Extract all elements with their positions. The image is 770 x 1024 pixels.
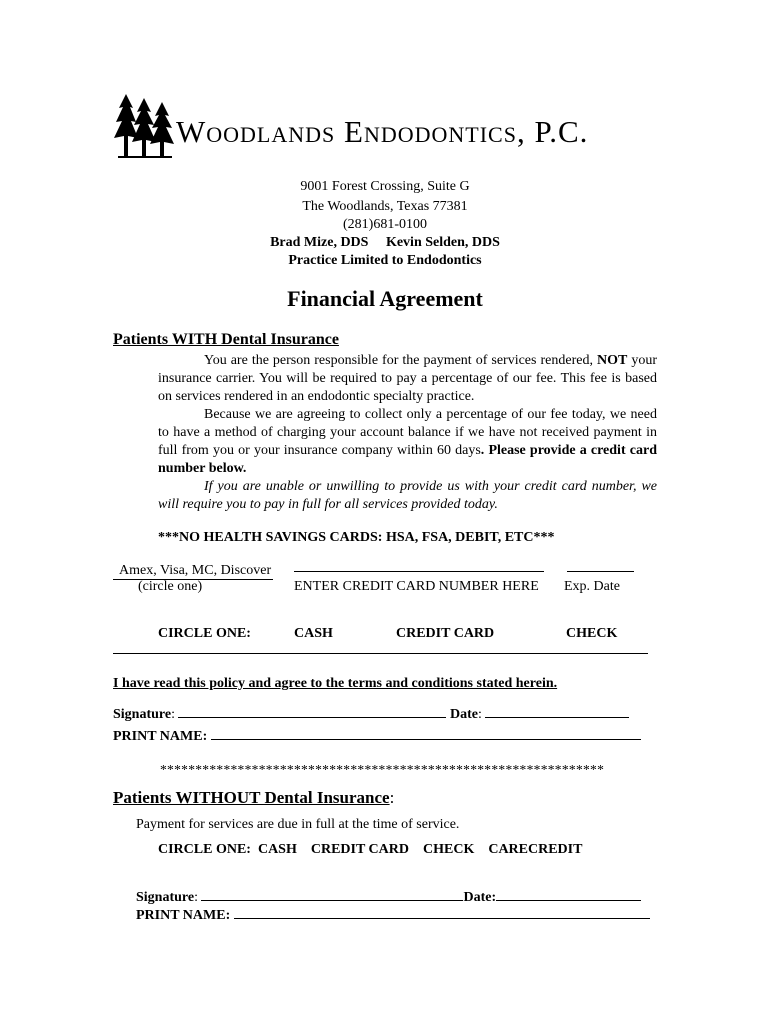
print-name-field[interactable] [211, 739, 641, 740]
doctors: Brad Mize, DDS Kevin Selden, DDS [270, 235, 500, 250]
with-insurance-heading: Patients WITH Dental Insurance [113, 331, 339, 348]
responsibility-paragraph: You are the person responsible for the payment of services rendered, NOT your insurance carrier. You will be required to pay a percentage of our fee. This fee is based on services rendered in an endodontic specialty practice. [158, 353, 657, 404]
without-print-name-field[interactable] [234, 918, 650, 919]
divider-line [113, 653, 648, 654]
percentage-paragraph: Because we are agreeing to collect only a percentage of our fee today, we need to have a method of charging your account balance if we have not received payment in full from you or your insurance company within 60 days. Please provide a credit card number below. [158, 407, 657, 476]
without-signature-field[interactable] [201, 900, 463, 901]
circle-one-note: (circle one) [138, 579, 203, 594]
without-signature-row: Signature: Date: [136, 890, 641, 906]
phone: (281)681-0100 [343, 217, 427, 232]
print-name-row: PRINT NAME: [113, 729, 641, 745]
without-circle-options[interactable]: CIRCLE ONE: CASH CREDIT CARD CHECK CARECREDIT [158, 842, 583, 857]
without-insurance-heading-row: Patients WITHOUT Dental Insurance: [113, 788, 395, 807]
asterisk-separator: *************************************************************** [160, 762, 605, 777]
card-number-field[interactable] [294, 571, 544, 572]
date-field[interactable] [485, 717, 629, 718]
without-print-name-row: PRINT NAME: [136, 908, 650, 924]
card-number-label: ENTER CREDIT CARD NUMBER HERE [294, 579, 539, 594]
practice-name: Woodlands Endodontics, P.C. [176, 114, 589, 149]
signature-row: Signature: Date: [113, 707, 629, 723]
address-line1: 9001 Forest Crossing, Suite G [300, 179, 470, 194]
option-check[interactable]: CHECK [566, 626, 618, 641]
circle-one-label: CIRCLE ONE: [158, 626, 251, 641]
payment-note: Payment for services are due in full at the time of service. [136, 817, 460, 832]
trees-logo-icon [114, 92, 176, 162]
page-title: Financial Agreement [287, 286, 483, 311]
unable-paragraph: If you are unable or unwilling to provide us with your credit card number, we will require you to pay in full for all services provided today. [158, 479, 657, 512]
exp-date-label: Exp. Date [564, 579, 620, 594]
card-types-field[interactable]: Amex, Visa, MC, Discover [113, 563, 273, 580]
agreement-statement: I have read this policy and agree to the terms and conditions stated herein. [113, 676, 558, 691]
exp-date-field[interactable] [567, 571, 634, 572]
address-line2: The Woodlands, Texas 77381 [302, 199, 468, 214]
specialty: Practice Limited to Endodontics [288, 253, 482, 268]
no-hsa-notice: ***NO HEALTH SAVINGS CARDS: HSA, FSA, DEBIT, ETC*** [158, 530, 555, 545]
option-credit-card[interactable]: CREDIT CARD [396, 626, 495, 641]
signature-field[interactable] [178, 717, 446, 718]
option-cash[interactable]: CASH [294, 626, 333, 641]
without-date-field[interactable] [496, 900, 641, 901]
